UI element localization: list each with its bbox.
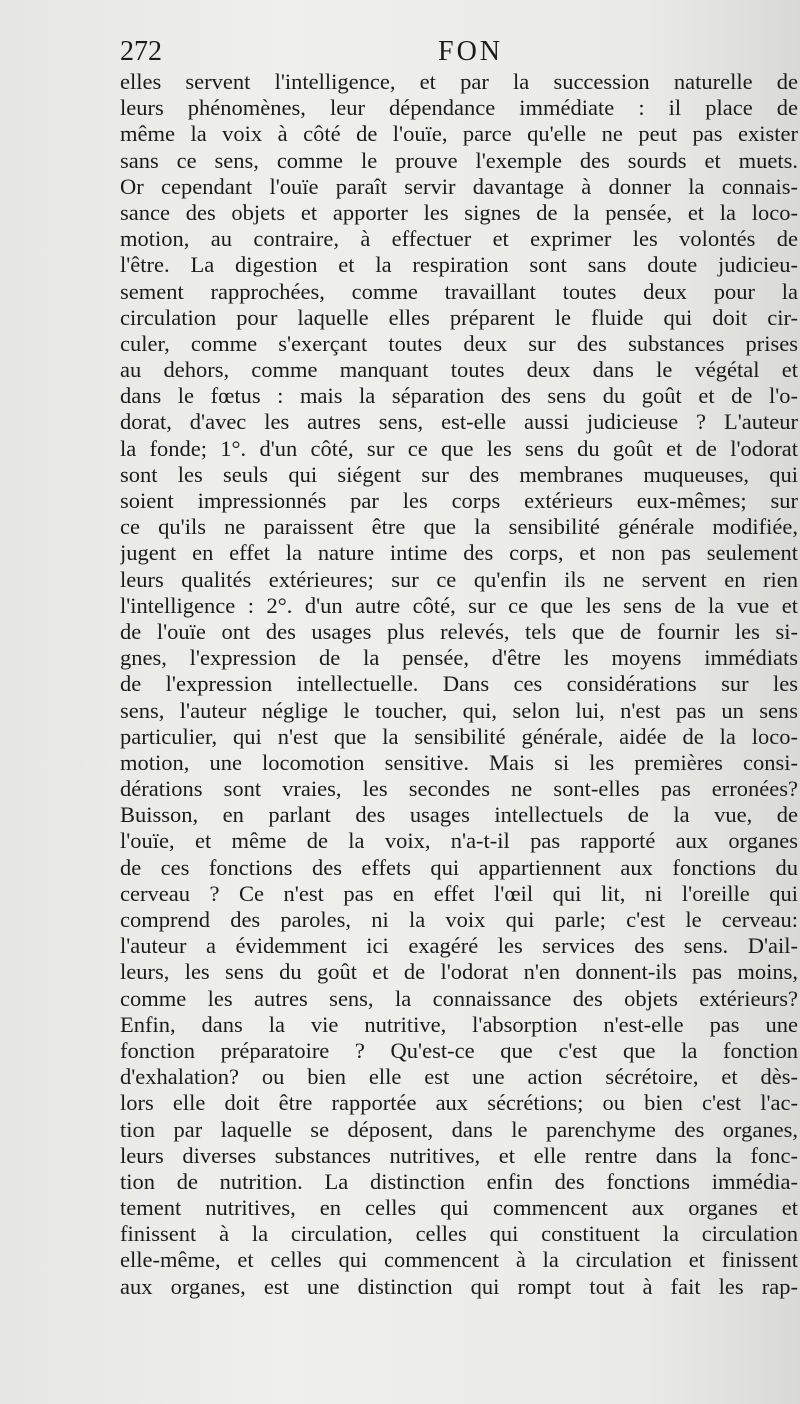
text-line: fonction préparatoire ? Qu'est-ce que c'est que la fonction — [120, 1037, 798, 1063]
text-line: dans le fœtus : mais la séparation des sens du goût et de l'o- — [120, 383, 798, 409]
text-line: l'intelligence : 2°. d'un autre côté, sur ce que les sens de la vue et — [120, 592, 798, 618]
text-line: particulier, qui n'est que la sensibilité générale, aidée de la loco- — [120, 723, 798, 749]
text-line: d'exhalation? ou bien elle est une action sécrétoire, et dès- — [120, 1064, 798, 1090]
text-line: de l'ouïe ont des usages plus relevés, tels que de fournir les si- — [120, 618, 798, 644]
text-line: elle-même, et celles qui commencent à la circulation et finissent — [120, 1247, 798, 1273]
text-line: la fonde; 1°. d'un côté, sur ce que les sens du goût et de l'odorat — [120, 435, 798, 461]
text-line: sance des objets et apporter les signes de la pensée, et la loco- — [120, 199, 798, 225]
text-line: de ces fonctions des effets qui appartiennent aux fonctions du — [120, 854, 798, 880]
text-line: tion de nutrition. La distinction enfin des fonctions immédia- — [120, 1168, 798, 1194]
text-line: sont les seuls qui siégent sur des membranes muqueuses, qui — [120, 461, 798, 487]
text-line: l'ouïe, et même de la voix, n'a-t-il pas rapporté aux organes — [120, 828, 798, 854]
text-line: dérations sont vraies, les secondes ne sont-elles pas erronées? — [120, 776, 798, 802]
text-line: circulation pour laquelle elles préparent le fluide qui doit cir- — [120, 304, 798, 330]
text-line: l'auteur a évidemment ici exagéré les services des sens. D'ail- — [120, 933, 798, 959]
text-line: motion, une locomotion sensitive. Mais si les premières consi- — [120, 749, 798, 775]
text-line: aux organes, est une distinction qui rompt tout à fait les rap- — [120, 1273, 798, 1299]
text-line: gnes, l'expression de la pensée, d'être les moyens immédiats — [120, 645, 798, 671]
text-line: Buisson, en parlant des usages intellectuels de la vue, de — [120, 802, 798, 828]
text-line: leurs diverses substances nutritives, et elle rentre dans la fonc- — [120, 1142, 798, 1168]
text-line: ce qu'ils ne paraissent être que la sensibilité générale modifiée, — [120, 514, 798, 540]
text-line: de l'expression intellectuelle. Dans ces considérations sur les — [120, 671, 798, 697]
text-line: leurs qualités extérieures; sur ce qu'enfin ils ne servent en rien — [120, 566, 798, 592]
running-head: FON — [438, 36, 504, 67]
text-body — [120, 69, 798, 1300]
text-line: sans ce sens, comme le prouve l'exemple des sourds et muets. — [120, 147, 798, 173]
text-line: Or cependant l'ouïe paraît servir davantage à donner la connais- — [120, 173, 798, 199]
page-header — [120, 36, 780, 72]
text-line: sement rapprochées, comme travaillant toutes deux pour la — [120, 278, 798, 304]
text-line: au dehors, comme manquant toutes deux dans le végétal et — [120, 357, 798, 383]
text-line: lors elle doit être rapportée aux sécrétions; ou bien c'est l'ac- — [120, 1090, 798, 1116]
text-line: leurs, les sens du goût et de l'odorat n'en donnent-ils pas moins, — [120, 959, 798, 985]
text-line: cerveau ? Ce n'est pas en effet l'œil qui lit, ni l'oreille qui — [120, 880, 798, 906]
text-line: l'être. La digestion et la respiration sont sans doute judicieu- — [120, 252, 798, 278]
text-line: Enfin, dans la vie nutritive, l'absorption n'est-elle pas une — [120, 1011, 798, 1037]
text-line: motion, au contraire, à effectuer et exprimer les volontés de — [120, 226, 798, 252]
text-line: tion par laquelle se déposent, dans le parenchyme des organes, — [120, 1116, 798, 1142]
text-line: finissent à la circulation, celles qui constituent la circulation — [120, 1221, 798, 1247]
page-number: 272 — [120, 36, 162, 67]
text-line: tement nutritives, en celles qui commencent aux organes et — [120, 1195, 798, 1221]
text-line: leurs phénomènes, leur dépendance immédiate : il place de — [120, 95, 798, 121]
text-line: culer, comme s'exerçant toutes deux sur des substances prises — [120, 330, 798, 356]
text-line: sens, l'auteur néglige le toucher, qui, selon lui, n'est pas un sens — [120, 697, 798, 723]
text-line: jugent en effet la nature intime des corps, et non pas seulement — [120, 540, 798, 566]
text-line: soient impressionnés par les corps extérieurs eux-mêmes; sur — [120, 488, 798, 513]
text-line: dorat, d'avec les autres sens, est-elle aussi judicieuse ? L'auteur — [120, 409, 798, 435]
text-line: elles servent l'intelligence, et par la succession naturelle de — [120, 69, 798, 94]
text-line: même la voix à côté de l'ouïe, parce qu'elle ne peut pas exister — [120, 121, 798, 147]
text-line: comprend des paroles, ni la voix qui parle; c'est le cerveau: — [120, 907, 798, 932]
text-line: comme les autres sens, la connaissance des objets extérieurs? — [120, 985, 798, 1011]
